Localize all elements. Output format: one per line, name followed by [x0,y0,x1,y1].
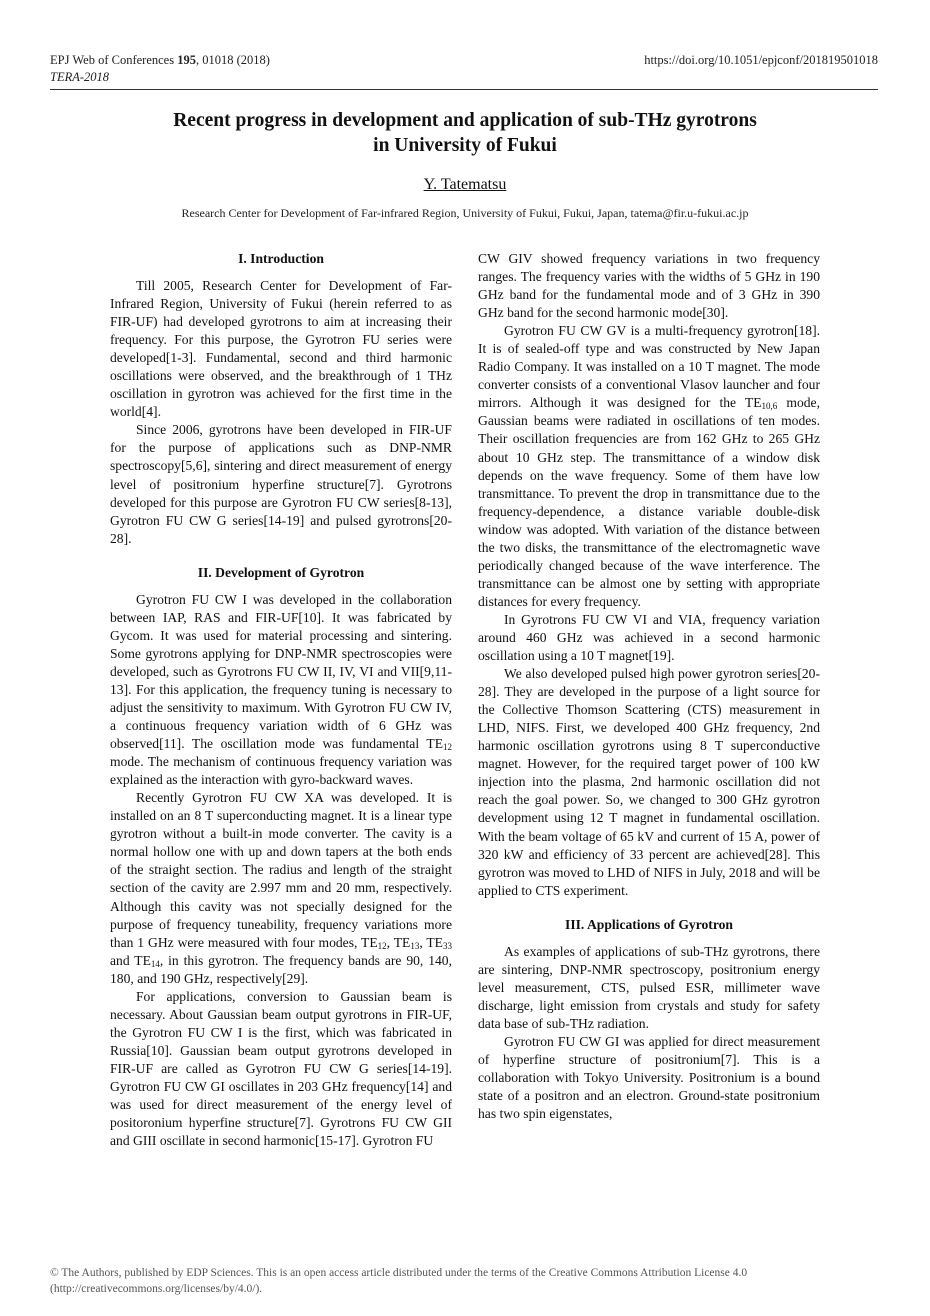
author-line [0,176,930,194]
section-heading-development: II. Development of Gyrotron [197,564,365,580]
affiliation: Research Center for Development of Far-infrared Region, University of Fukui, Fukui, Japan, tatema@fir.u-fukui.ac.jp [181,206,749,220]
license-footer [50,1265,878,1297]
title-line-2: in University of Fukui [373,135,557,156]
article-id: , 01018 (2018) [195,53,270,67]
paragraph: Recently Gyrotron FU CW XA was developed. It is installed on an 8 T superconducting magnet. It is a linear type gyrotron without a built-in mode converter. The cavity is a normal hollow one with up and down tapers at the both ends of the straight section. The radius and length of the straight section of the cavity are 2.997 mm and 20 mm, respectively. Although this cavity was not specially designed for the purpose of frequency tuneability, frequency variations more than 1 GHz were measured with four modes, $TE_{12}$, $TE_{13}$, $TE_{33}$ and $TE_{14}$, in this gyrotron. The frequency bands are 90, 140, 180, and 190 GHz, respectively[29]. [110,790,452,986]
paragraph: Since 2006, gyrotrons have been developed in FIR-UF for the purpose of applications such as DNP-NMR spectroscopy[5,6], sintering and direct measurement of energy level of positronium hyperfine structure[7]. Gyrotrons developed for this purpose are Gyrotron FU CW series[8-13], Gyrotron FU CW G series[14-19] and pulsed gyrotrons[20-28]. [110,422,452,546]
paper-title [60,108,870,158]
paragraph-continued: CW GIV showed frequency variations in two frequency ranges. The frequency varies with the widths of 5 GHz in 190 GHz band for the fundamental mode and of 3 GHz in 390 GHz band for the second harmonic mode[30]. [478,251,820,321]
section-heading-introduction: I. Introduction [238,251,324,266]
journal-prefix: EPJ Web of Conferences [50,53,178,67]
paragraph: In Gyrotrons FU CW VI and VIA, frequency variation around 460 GHz was achieved in a second harmonic oscillation using a 10 T magnet[19]. [478,611,820,664]
paragraph: Gyrotron FU CW GV is a multi-frequency gyrotron[18]. It is of sealed-off type and was constructed by New Japan Radio Company. It was installed on a 10 T magnet. The mode converter consists of a conventional Vlasov launcher and four mirrors. Although it was designed for the $TE_{10,6}$ mode, Gaussian beams were radiated in oscillations of ten modes. Their oscillation frequencies are from 162 GHz to 265 GHz about 10 GHz step. The transmittance of a window disk depends on the wave frequency. Some of them have low transmittance. To prevent the drop in transmittance due to the frequency-dependence, a distance variable double-disk window was adopted. With variation of the distance between the two disks, the transmittance of the electromagnetic wave periodically changed because of the wave interference. The transmittance can be almost one by setting with appropriate distances for every frequency. [478,323,820,609]
left-column [110,250,452,1150]
journal-volume: 195 [177,53,196,67]
paragraph: As examples of applications of sub-THz gyrotrons, there are sintering, DNP-NMR spectroscopy, positronium energy level measurement, CTS, pulsed ESR, millimeter wave discharge, light emission from crystals and study for safety data base of sub-THz radiation. [478,943,820,1031]
paragraph: Gyrotron FU CW GI was applied for direct measurement of hyperfine structure of positronium[7]. This is a collaboration with Tokyo University. Positronium is a bound state of a positron and an electron. Ground-state positronium has two spin eigenstates, [478,1033,820,1122]
header-divider [50,89,878,90]
section-heading-applications: III. Applications of Gyrotron [565,916,733,932]
author-name: Y. Tatematsu [423,176,507,193]
conference-name: TERA-2018 [50,70,110,84]
license-text: © The Authors, published by EDP Sciences. This is an open access article distributed under the terms of the Creative Commons Attribution License 4.0 [50,1267,748,1279]
license-url[interactable]: (http://creativecommons.org/licenses/by/4.0/). [50,1283,263,1295]
paragraph: For applications, conversion to Gaussian beam is necessary. About Gaussian beam output gyrotrons in FIR-UF, the Gyrotron FU CW I is the first, which was fabricated in Russia[10]. Gaussian beam output gyrotrons developed in FIR-UF are called as Gyrotron FU CW G series[14-19]. Gyrotron FU CW GI oscillates in 203 GHz frequency[14] and was used for direct measurement of the energy level of positoronium hyperfine structure[7]. Gyrotrons FU CW GII and GIII oscillate in second harmonic[15-17]. Gyrotron FU [110,988,452,1149]
paragraph: We also developed pulsed high power gyrotron series[20-28]. They are developed in the purpose of a light source for the Collective Thomson Scattering (CTS) measurement in LHD, NIFS. First, we developed 400 GHz frequency, 2nd harmonic oscillation gyrotrons using 8 T superconductive magnet. However, for the required target power of 100 kW injection into the plasma, 2nd harmonic oscillation did not reach the goal power. So, we changed to 300 GHz gyrotron development using 12 T magnet in fundamental oscillation. With the beam voltage of 65 kV and current of 15 A, power of 320 kW and efficiency of 33 percent are achieved[28]. This gyrotron was moved to LHD of NIFS in July, 2018 and will be applied to CTS experiment. [478,666,820,898]
paragraph: Gyrotron FU CW I was developed in the collaboration between IAP, RAS and FIR-UF[10]. It was fabricated by Gycom. It was used for material processing and sintering. Some gyrotrons applying for DNP-NMR spectroscopies were developed, such as Gyrotrons FU CW II, IV, VI and VII[9,11-13]. For this application, the frequency tuning is necessary to adjust the sensitivity to maximum. With Gyrotron FU CW IV, a continuous frequency variation width of 6 GHz was observed[11]. The oscillation mode was fundamental $TE_{12}$ mode. The mechanism of continuous frequency variation was explained as the interaction with gyro-backward waves. [110,591,452,788]
paragraph: Till 2005, Research Center for Development of Far-Infrared Region, University of Fukui (herein referred to as FIR-UF) had developed gyrotrons to aim at increasing their frequency. For this purpose, the Gyrotron FU series were developed[1-3]. Fundamental, second and third harmonic oscillations were observed, and the breakthrough of 1 THz oscillation in gyrotron was achieved for the first time in the world[4]. [110,278,452,420]
right-column [478,250,820,1123]
journal-citation [50,52,270,86]
doi-link[interactable]: https://doi.org/10.1051/epjconf/201819501018 [644,53,878,67]
title-line-1: Recent progress in development and application of sub-THz gyrotrons [173,110,757,131]
